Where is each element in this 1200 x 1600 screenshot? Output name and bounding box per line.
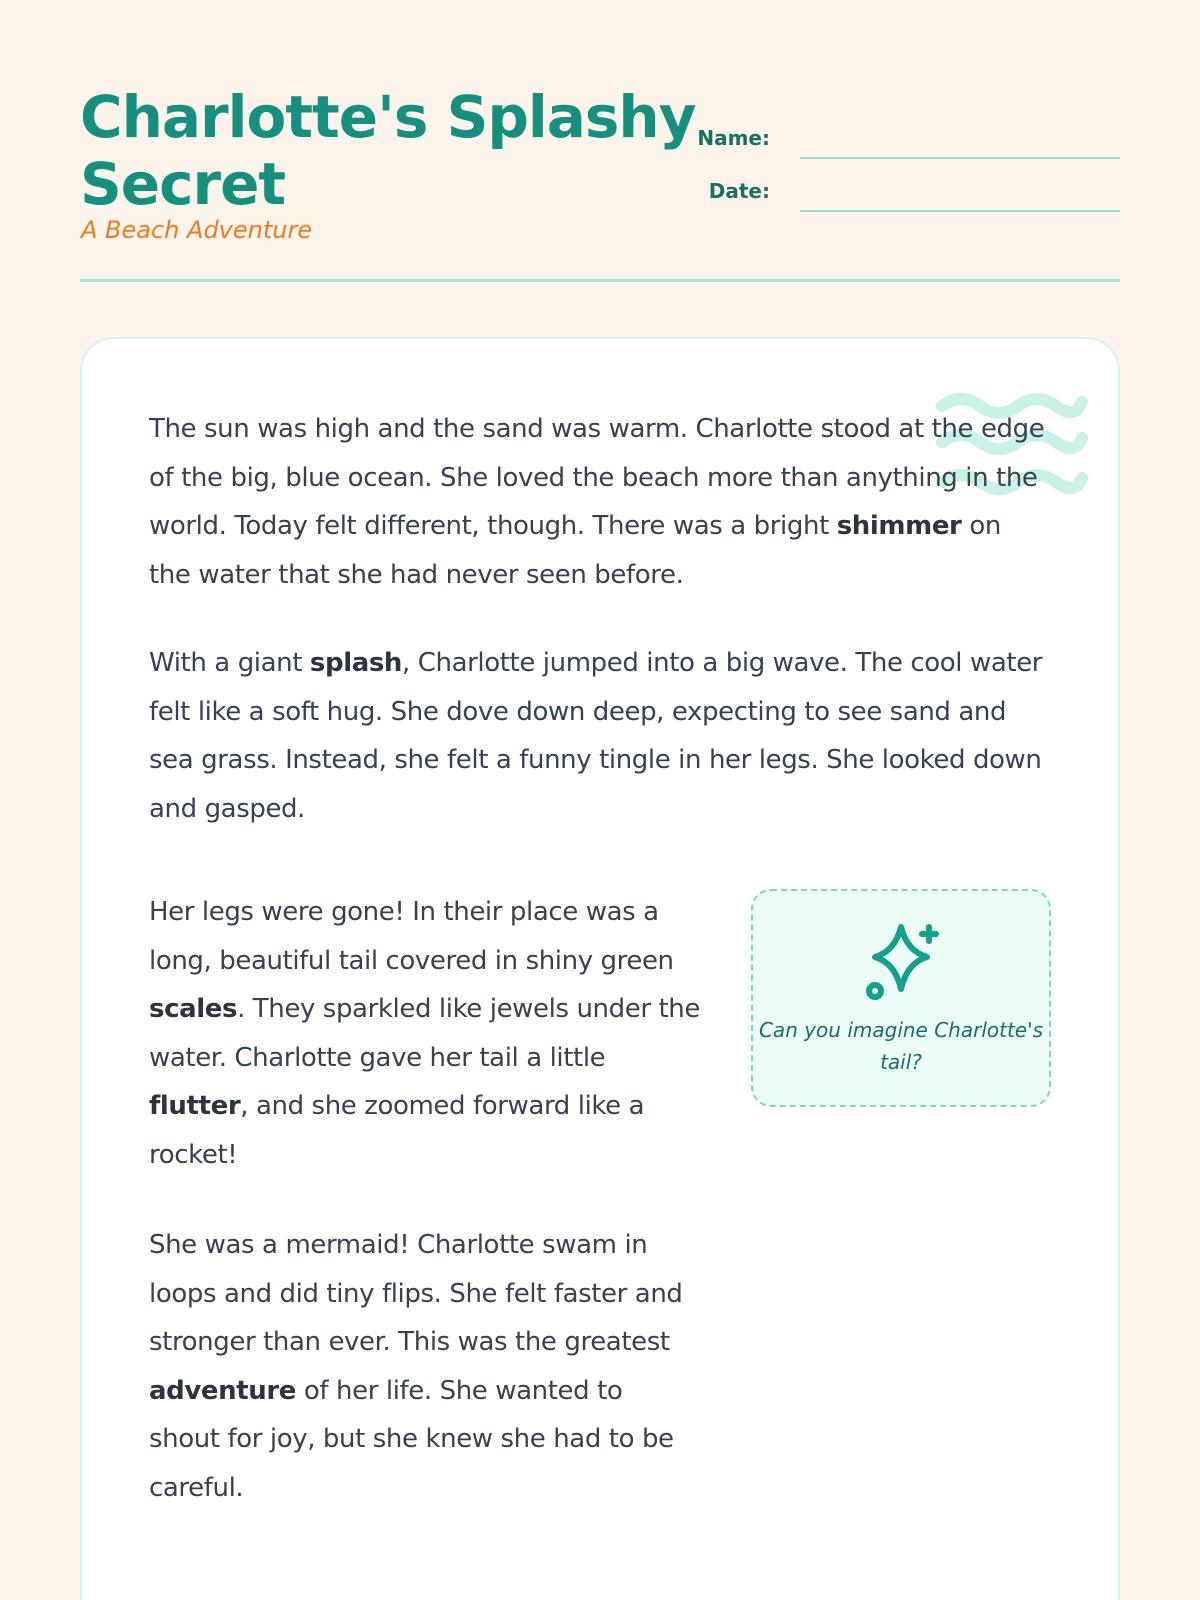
story-paragraph-2: With a giant splash, Charlotte jumped into a big wave. The cool water felt like a soft hug. She dove down deep, expecting to see sand and sea grass. Instead, she felt a funny tingle in her legs. She looked down and gasped.: [149, 648, 1043, 824]
page-subtitle: A Beach Adventure: [81, 216, 313, 244]
story-paragraph-3: Her legs were gone! In their place was a long, beautiful tail covered in shiny green scales. They sparkled like jewels under the water. Charlotte gave her tail a little flutter, and she zoomed forward like a rocket!: [149, 897, 700, 1170]
name-field[interactable]: [800, 157, 1120, 159]
vocab-word-shimmer: shimmer: [836, 511, 962, 541]
header-divider: [80, 279, 1120, 282]
name-label: Name:: [697, 126, 770, 150]
date-field[interactable]: [800, 210, 1120, 212]
vocab-word-flutter: flutter: [149, 1091, 241, 1121]
imagine-prompt-box: [751, 889, 1051, 1107]
vocab-word-adventure: adventure: [149, 1375, 297, 1406]
imagine-prompt-text: Can you imagine Charlotte's tail?: [758, 1018, 1044, 1074]
story-paragraph-4: She was a mermaid! Charlotte swam in loops and did tiny flips. She felt faster and stronger than ever. This was the greatest adventure of her life. She wanted to shout for joy, but she knew she had to be careful.: [149, 1230, 683, 1503]
vocab-word-scales: scales: [149, 994, 238, 1024]
date-label: Date:: [708, 179, 770, 203]
header: [80, 80, 1120, 282]
sparkle-icon: [863, 921, 947, 1005]
page-title: Charlotte's Splashy Secret: [80, 83, 696, 218]
story-paragraph-1: The sun was high and the sand was warm. Charlotte stood at the edge of the big, blue ocean. She loved the beach more than anything in the world. Today felt different, though. There was a bright shimmer on the water that she had never seen before.: [149, 414, 1045, 590]
vocab-word-splash: splash: [309, 648, 403, 678]
